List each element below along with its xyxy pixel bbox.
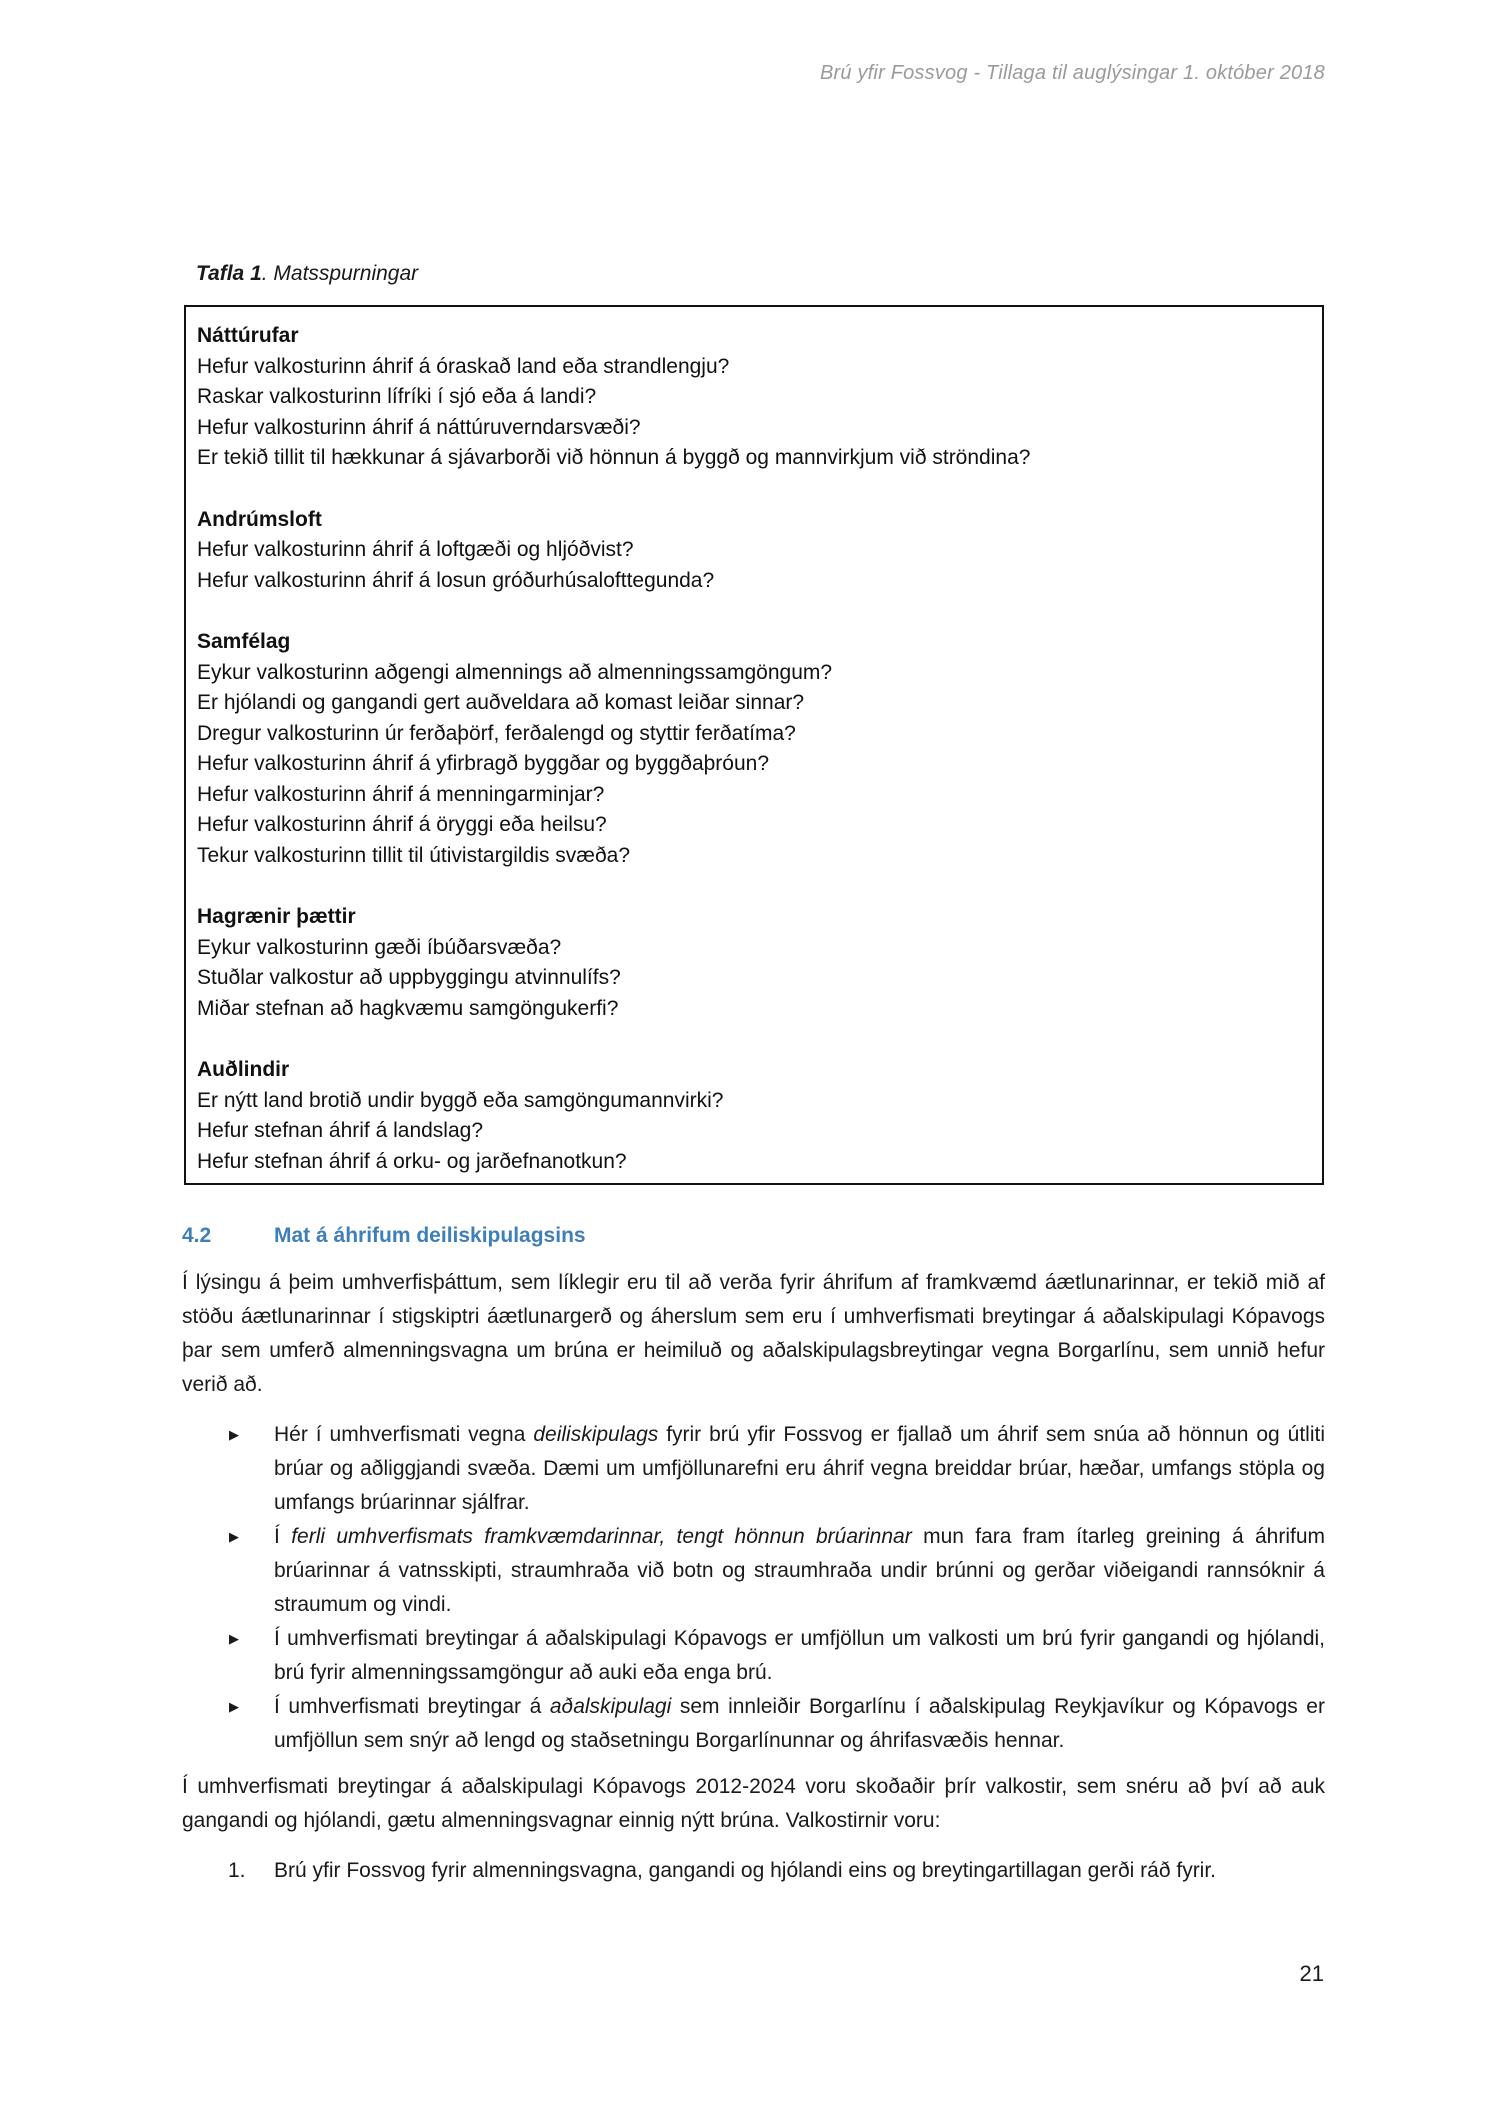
question-item: Raskar valkosturinn lífríki í sjó eða á landi? <box>197 385 597 408</box>
question-item: Hefur valkosturinn áhrif á loftgæði og hljóðvist? <box>197 538 634 561</box>
numbered-item <box>182 1854 1325 1888</box>
section-number: 4.2 <box>182 1224 212 1247</box>
running-header: Brú yfir Fossvog - Tillaga til auglýsingar 1. október 2018 <box>820 62 1325 84</box>
numbered-list <box>182 1854 1325 1888</box>
category-title: Andrúmsloft <box>197 507 322 531</box>
triangle-bullet-icon: ▶ <box>229 1631 239 1646</box>
assessment-questions-table <box>184 305 1324 1185</box>
question-item: Dregur valkosturinn úr ferðaþörf, ferðalengd og styttir ferðatíma? <box>197 721 796 745</box>
bullet-item <box>182 1418 1325 1520</box>
category-andrumsloft <box>197 505 1322 597</box>
question-item: Er nýtt land brotið undir byggð eða samgöngumannvirki? <box>197 1088 724 1112</box>
bullet-item <box>182 1690 1325 1758</box>
question-item: Er hjólandi og gangandi gert auðveldara að komast leiðar sinnar? <box>197 691 805 714</box>
section-heading <box>182 1224 586 1248</box>
table-caption-label: Tafla 1 <box>196 262 262 285</box>
question-item: Hefur stefnan áhrif á orku- og jarðefnanotkun? <box>197 1149 627 1173</box>
bullet-item <box>182 1622 1325 1690</box>
question-item: Eykur valkosturinn aðgengi almennings að almenningssamgöngum? <box>197 660 833 684</box>
question-item: Hefur valkosturinn áhrif á öryggi eða heilsu? <box>197 813 607 836</box>
triangle-bullet-icon: ▶ <box>229 1699 239 1714</box>
category-title: Hagrænir þættir <box>197 905 356 928</box>
list-number: 1. <box>228 1859 246 1882</box>
bullet-emphasis: deiliskipulags <box>533 1423 659 1446</box>
bullet-item <box>182 1520 1325 1622</box>
question-item: Er tekið tillit til hækkunar á sjávarborði við hönnun á byggð og mannvirkjum við ströndina? <box>197 446 1031 469</box>
question-item: Hefur valkosturinn áhrif á óraskað land eða strandlengju? <box>197 354 730 378</box>
bullet-text: Hér í umhverfismati vegna <box>274 1423 534 1446</box>
bullet-text: Í umhverfismati breytingar á aðalskipulagi Kópavogs er umfjöllun um valkosti um brú fyrir gangandi og hjólandi, brú fyrir almenningssamgöngur að auki eða enga brú. <box>274 1627 1325 1684</box>
bullet-text: fyrir brú yfir Fossvog er fjallað um áhrif sem snúa að hönnun og útliti brúar og aðliggjandi svæða. Dæmi um umfjöllunarefni eru áhrif vegna breiddar brúar, hæðar, umfangs stöpla og umfangs brúarinnar sjálfrar. <box>274 1423 1325 1514</box>
table-caption <box>196 262 418 286</box>
category-audlindir <box>197 1055 1322 1177</box>
bullet-text: sem innleiðir Borgarlínu í aðalskipulag Reykjavíkur og Kópavogs er umfjöllun sem snýr að lengd og staðsetningu Borgarlínunnar og áhrifasvæðis hennar. <box>274 1695 1325 1752</box>
category-title: Auðlindir <box>197 1058 290 1081</box>
triangle-bullet-icon: ▶ <box>229 1427 239 1442</box>
question-item: Stuðlar valkostur að uppbyggingu atvinnulífs? <box>197 966 621 989</box>
triangle-bullet-icon: ▶ <box>229 1529 239 1544</box>
bullet-emphasis: ferli umhverfismats framkvæmdarinnar, tengt hönnun brúarinnar <box>291 1525 912 1548</box>
outro-paragraph: Í umhverfismati breytingar á aðalskipulagi Kópavogs 2012-2024 voru skoðaðir þrír valkostir, sem snéru að því að auk gangandi og hjólandi, gætu almenningsvagnar einnig nýtt brúna. Valkostirnir voru: <box>182 1775 1325 1832</box>
section-title: Mat á áhrifum deiliskipulagsins <box>274 1224 586 1247</box>
table-caption-text: . Matsspurningar <box>261 262 419 285</box>
bullet-text: Í <box>274 1525 292 1548</box>
intro-paragraph: Í lýsingu á þeim umhverfisþáttum, sem líklegir eru til að verða fyrir áhrifum af framkvæmd áætlunarinnar, er tekið mið af stöðu áætlunarinnar í stigskiptri áætlunargerð og áherslum sem eru í umhverfismati breytingar á aðalskipulagi Kópavogs þar sem umferð almenningsvagna um brúna er heimiluð og aðalskipulagsbreytingar vegna Borgarlínu, sem unnið hefur verið að. <box>182 1271 1325 1396</box>
question-item: Tekur valkosturinn tillit til útivistargildis svæða? <box>197 843 630 867</box>
category-title: Samfélag <box>197 630 291 653</box>
question-item: Hefur valkosturinn áhrif á yfirbragð byggðar og byggðaþróun? <box>197 752 770 775</box>
category-samfelag <box>197 627 1322 871</box>
bullet-emphasis: aðalskipulagi <box>549 1695 672 1718</box>
bullet-text: mun fara fram ítarleg greining á áhrifum brúarinnar á vatnsskipti, straumhraða við botn og straumhraða undir brúnni og gerðar viðeigandi rannsóknir á straumum og vindi. <box>274 1525 1326 1616</box>
question-item: Miðar stefnan að hagkvæmu samgöngukerfi? <box>197 996 619 1020</box>
page-number: 21 <box>1299 1961 1324 1986</box>
question-item: Hefur valkosturinn áhrif á náttúruverndarsvæði? <box>197 415 641 439</box>
question-item: Hefur stefnan áhrif á landslag? <box>197 1119 484 1142</box>
category-title: Náttúrufar <box>197 324 299 347</box>
numbered-item-text: Brú yfir Fossvog fyrir almenningsvagna, gangandi og hjólandi eins og breytingartillagan gerði ráð fyrir. <box>274 1859 1217 1882</box>
question-item: Hefur valkosturinn áhrif á losun gróðurhúsalofttegunda? <box>197 568 715 592</box>
category-hagraenir-thaettir <box>197 902 1322 1024</box>
bullet-text: Í umhverfismati breytingar á <box>274 1695 550 1718</box>
question-item: Eykur valkosturinn gæði íbúðarsvæða? <box>197 935 562 959</box>
bullet-list <box>182 1418 1325 1758</box>
category-nattura <box>197 321 1322 474</box>
question-item: Hefur valkosturinn áhrif á menningarminjar? <box>197 782 605 806</box>
